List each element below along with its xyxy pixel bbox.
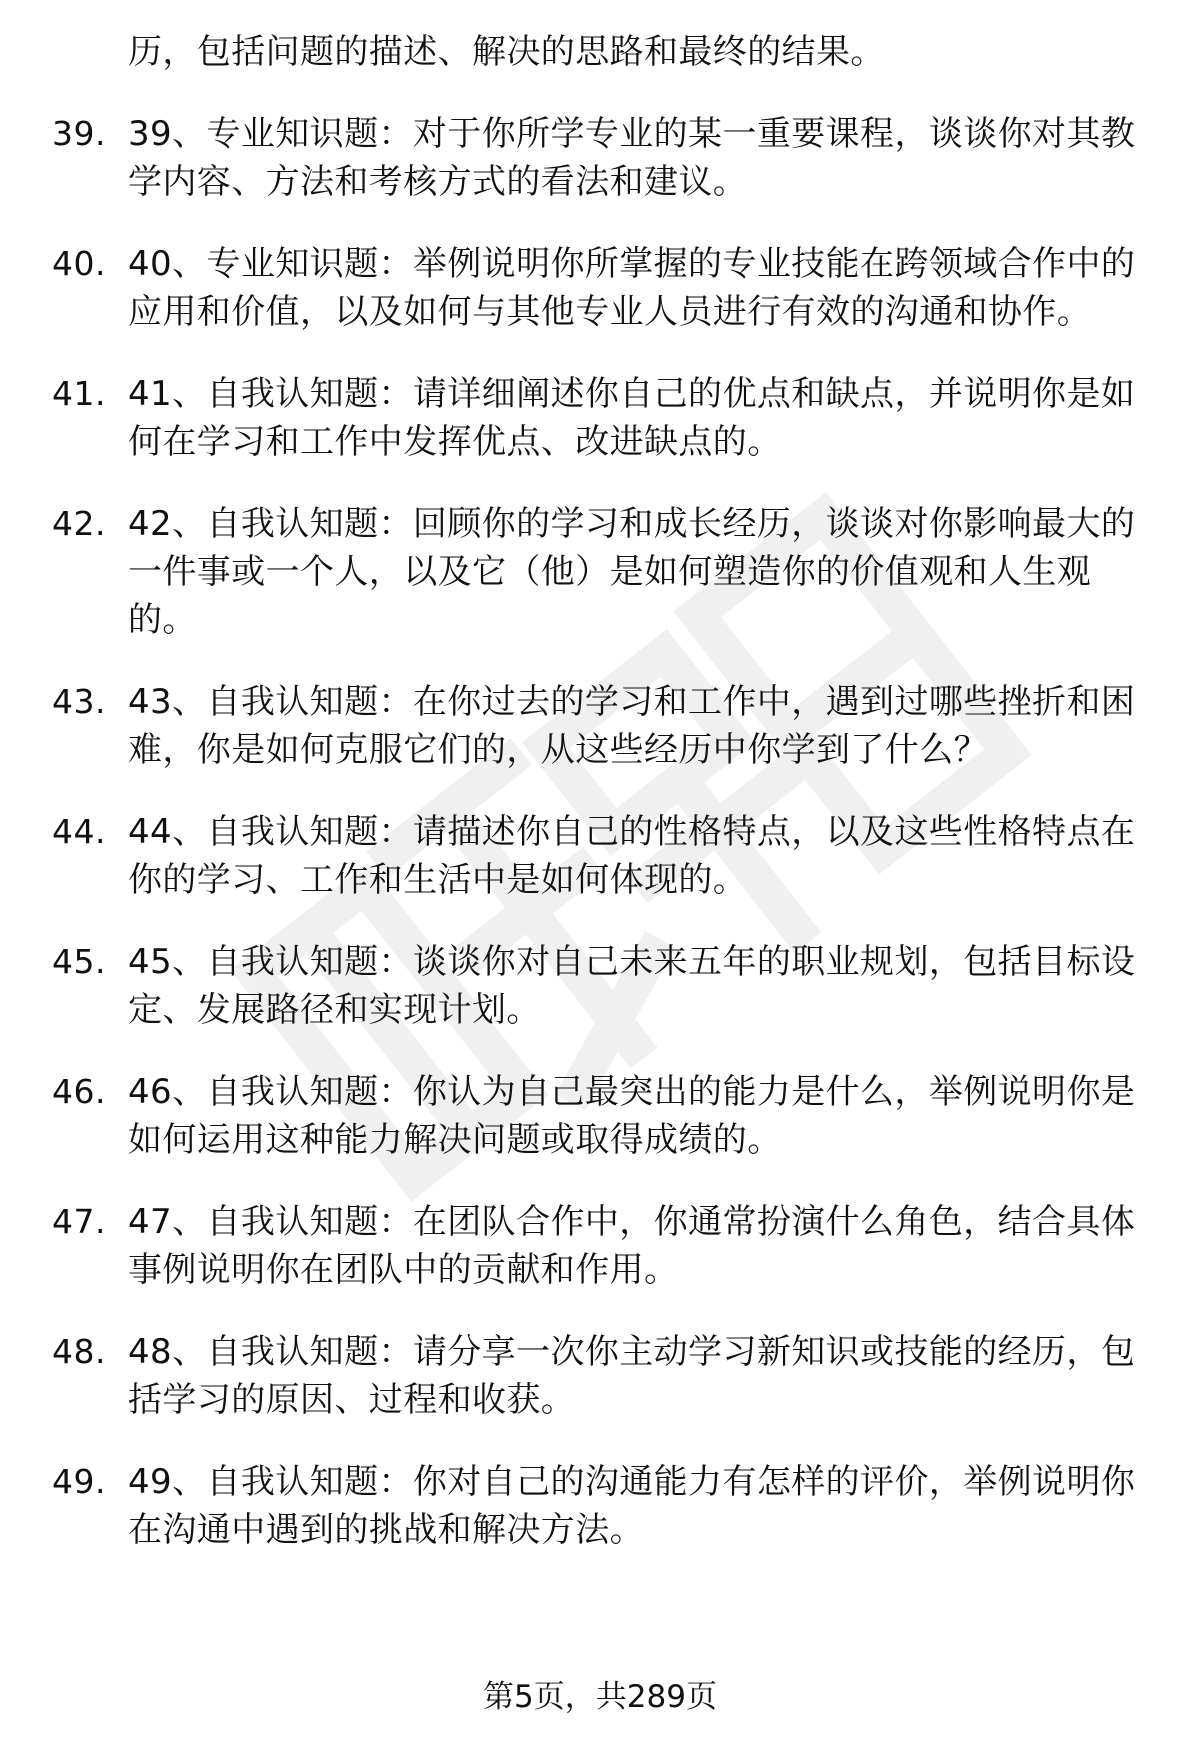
list-item [0,1458,1200,1554]
list-item [0,500,1200,644]
item-number: 45. [52,942,106,981]
item-text: 40、专业知识题：举例说明你所掌握的专业技能在跨领域合作中的应用和价值，以及如何与其他专业人员进行有效的沟通和协作。 [128,244,1136,332]
item-text: 46、自我认知题：你认为自己最突出的能力是什么，举例说明你是如何运用这种能力解决问题或取得成绩的。 [128,1072,1136,1160]
item-number: 41. [52,374,106,413]
item-text: 43、自我认知题：在你过去的学习和工作中，遇到过哪些挫折和困难，你是如何克服它们的，从这些经历中你学到了什么？ [128,682,1136,770]
item-text: 45、自我认知题：谈谈你对自己未来五年的职业规划，包括目标设定、发展路径和实现计划。 [128,942,1136,1030]
list-item [0,808,1200,904]
item-number: 39. [52,114,106,153]
list-item [0,1328,1200,1424]
item-number: 48. [52,1332,106,1371]
page-footer: 第5页，共289页 [483,1679,717,1715]
item-text: 39、专业知识题：对于你所学专业的某一重要课程，谈谈你对其教学内容、方法和考核方式的看法和建议。 [128,114,1136,202]
list-item [0,938,1200,1034]
item-number: 40. [52,244,106,283]
item-text: 48、自我认知题：请分享一次你主动学习新知识或技能的经历，包括学习的原因、过程和收获。 [128,1332,1136,1420]
list-item [0,240,1200,336]
list-item [0,678,1200,774]
list-item-continuation [0,28,1200,76]
item-text: 49、自我认知题：你对自己的沟通能力有怎样的评价，举例说明你在沟通中遇到的挑战和解决方法。 [128,1462,1136,1550]
item-number: 49. [52,1462,106,1501]
item-number: 43. [52,682,106,721]
item-text: 42、自我认知题：回顾你的学习和成长经历，谈谈对你影响最大的一件事或一个人，以及它（他）是如何塑造你的价值观和人生观的。 [128,504,1136,640]
item-number: 44. [52,812,106,851]
item-number: 47. [52,1202,106,1241]
question-list [0,28,1200,1588]
list-item [0,1068,1200,1164]
item-text: 41、自我认知题：请详细阐述你自己的优点和缺点，并说明你是如何在学习和工作中发挥优点、改进缺点的。 [128,374,1136,462]
continuation-text: 历，包括问题的描述、解决的思路和最终的结果。 [128,32,885,72]
item-text: 47、自我认知题：在团队合作中，你通常扮演什么角色，结合具体事例说明你在团队中的贡献和作用。 [128,1202,1136,1290]
list-item [0,1198,1200,1294]
item-number: 42. [52,504,106,543]
item-number: 46. [52,1072,106,1111]
item-text: 44、自我认知题：请描述你自己的性格特点，以及这些性格特点在你的学习、工作和生活中是如何体现的。 [128,812,1136,900]
list-item [0,110,1200,206]
list-item [0,370,1200,466]
